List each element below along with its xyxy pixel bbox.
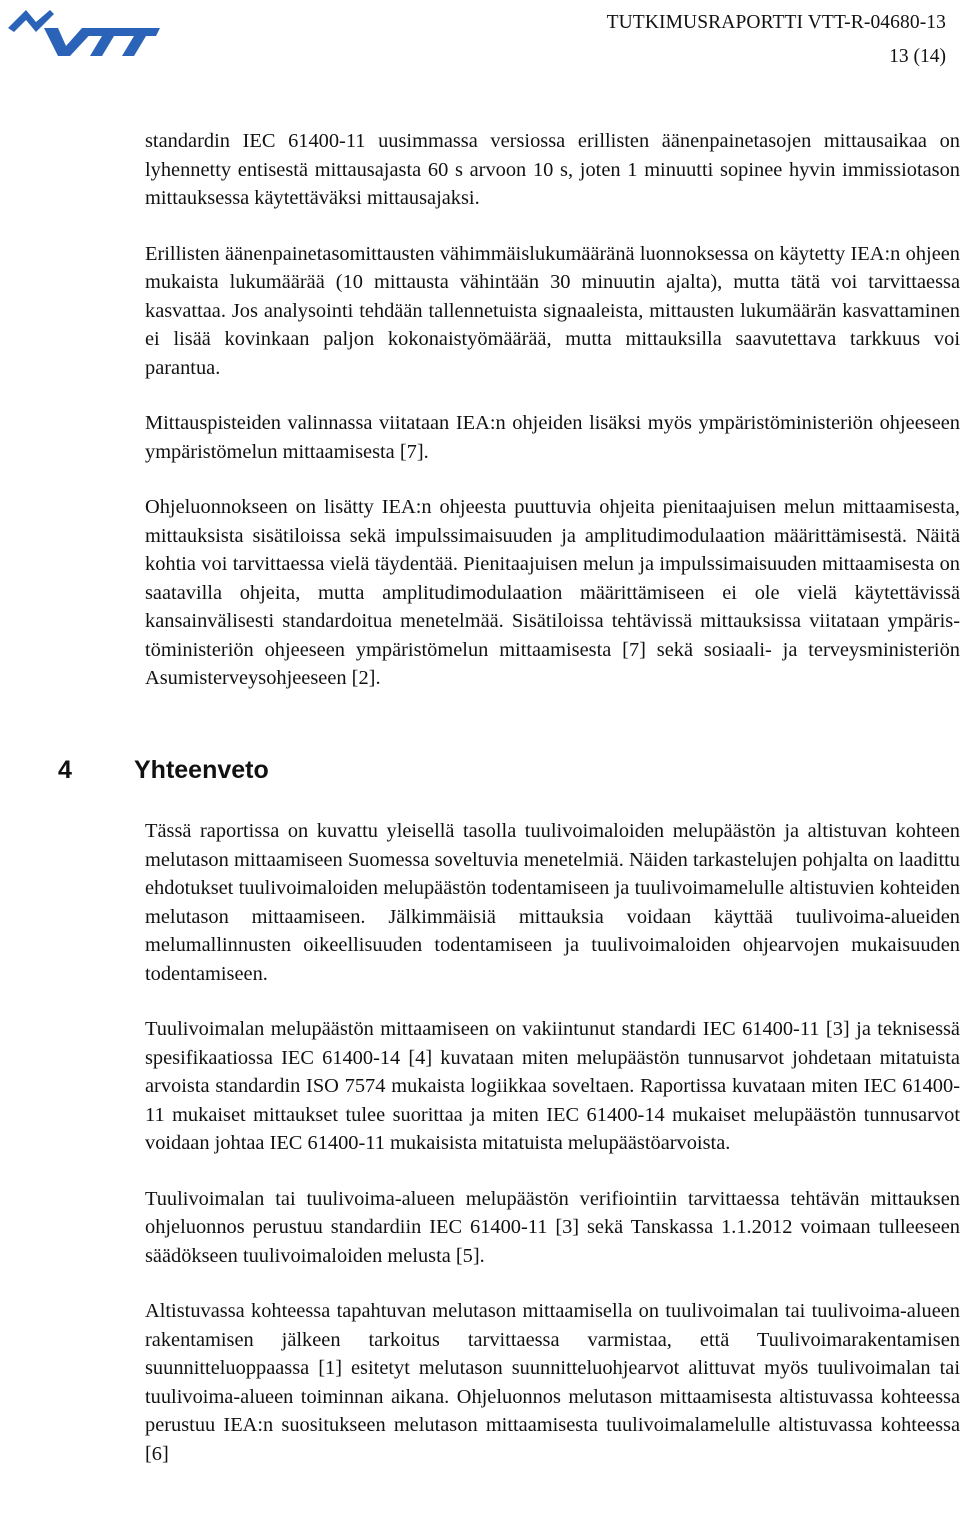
vtt-logo [6, 6, 160, 58]
text-block-before-section [145, 127, 960, 693]
paragraph: Mittauspisteiden valinnassa viitataan IEA:n ohjeiden lisäksi myös ympäristöministeriön ohjeeseen ympäristömelun mittaamisesta [7]. [145, 412, 960, 463]
report-identifier: TUTKIMUSRAPORTTI VTT-R-04680-13 [606, 12, 946, 33]
paragraph: Tässä raportissa on kuvattu yleisellä tasolla tuulivoimaloiden melupäästön ja altistuvan kohteen melutason mittaamiseen Suomessa soveltuvia menetelmiä. Näiden tarkastelujen pohjalta on laadittu ehdotukset tuulivoimaloiden melupäästön todentamiseen ja tuulivoimamelulle altistuvien kohteiden melutason mittaamiseen. Jälkimmäisiä mittauksia voidaan käyttää tuulivoima-alueiden melumallinnusten oikeellisuuden todentamiseen ja tuulivoimaloiden ohjearvojen mukaisuuden todentamiseen. [145, 820, 960, 985]
paragraph: Tuulivoimalan melupäästön mittaamiseen on vakiintunut standardi IEC 61400-11 [3] ja teknisessä spesifikaatiossa IEC 61400-14 [4] kuvataan miten melupäästön tunnusarvot johdetaan mitatuista arvoista standardin ISO 7574 mukaista logiikkaa soveltaen. Raportissa kuvataan miten IEC 61400-11 mukaiset mittaukset tulee suorittaa ja miten IEC 61400-14 mukaiset melupäästön tunnusarvot voidaan johtaa IEC 61400-11 mukaisista mitatuista melupäästöarvoista. [145, 1018, 960, 1154]
section-number: 4 [58, 756, 72, 784]
paragraph: Erillisten äänenpainetasomittausten vähimmäislukumääränä luonnoksessa on käytetty IEA:n ohjeen mukaista lukumäärää (10 mittausta vähintään 30 minuutin ajalta), mutta tätä voi tarvittaessa kasvattaa. Jos analysointi tehdään tallennetuista signaaleista, mittausten lukumäärän kasvattaminen ei lisää kovinkaan paljon kokonaistyömäärää, mutta mittauksilla saavutettava tarkkuus voi parantua. [145, 242, 960, 379]
paragraph: Ohjeluonnokseen on lisätty IEA:n ohjeesta puuttuvia ohjeita pienitaajuisen melun mittaamisesta, mittauksista sisätiloissa sekä impulssimaisuuden ja amplitudimodulaation määrittämisestä. Näitä kohtia voi tarvittaessa vielä täydentää. Pienitaajuisen melun ja impulssimaisuuden mittaamisesta on saatavilla ohjeita, mutta amplitudimodulaation määrittämiseen ei ole vielä käytettävissä kansainvälisesti standardoitua menetelmää. Sisätiloissa tehtävissä mittauksissa viitataan ympäristöministeriön ohjeeseen ympäristömelun mittaamisesta [7] sekä sosiaali- ja terveysministeriön Asumisterveysohjeeseen [2]. [145, 496, 960, 689]
page-number: 13 (14) [889, 46, 946, 67]
paragraph: Altistuvassa kohteessa tapahtuvan melutason mittaamisella on tuulivoimalan tai tuulivoima-alueen rakentamisen jälkeen tarkoitus tarvittaessa varmistaa, että Tuulivoimarakentamisen suunnitteluoppaassa [1] esitetyt melutason suunnitteluohjearvot alittuvat myös tuulivoimalan tai tuulivoima-alueen toiminnan aikana. Ohjeluonnos melutason mittaamisesta altistuvassa kohteessa perustuu IEA:n suositukseen melutason mittaamisesta tuulivoimalamelulle altistuvassa kohteessa [6] [145, 1300, 960, 1465]
section-title: Yhteenveto [134, 756, 269, 784]
paragraph: standardin IEC 61400-11 uusimmassa versiossa erillisten äänenpainetasojen mittausaikaa on lyhennetty entisestä mittausajasta 60 s arvoon 10 s, joten 1 minuutti sopinee hyvin immissiotason mittauksessa käytettäväksi mittausajaksi. [145, 130, 960, 209]
section-heading [58, 756, 269, 785]
paragraph: Tuulivoimalan tai tuulivoima-alueen melupäästön verifiointiin tarvittaessa tehtävän mittauksen ohjeluonnos perustuu standardiin IEC 61400-11 [3] sekä Tanskassa 1.1.2012 voimaan tulleeseen säädökseen tuulivoimaloiden melusta [5]. [145, 1187, 960, 1267]
text-block-summary [145, 817, 960, 1468]
